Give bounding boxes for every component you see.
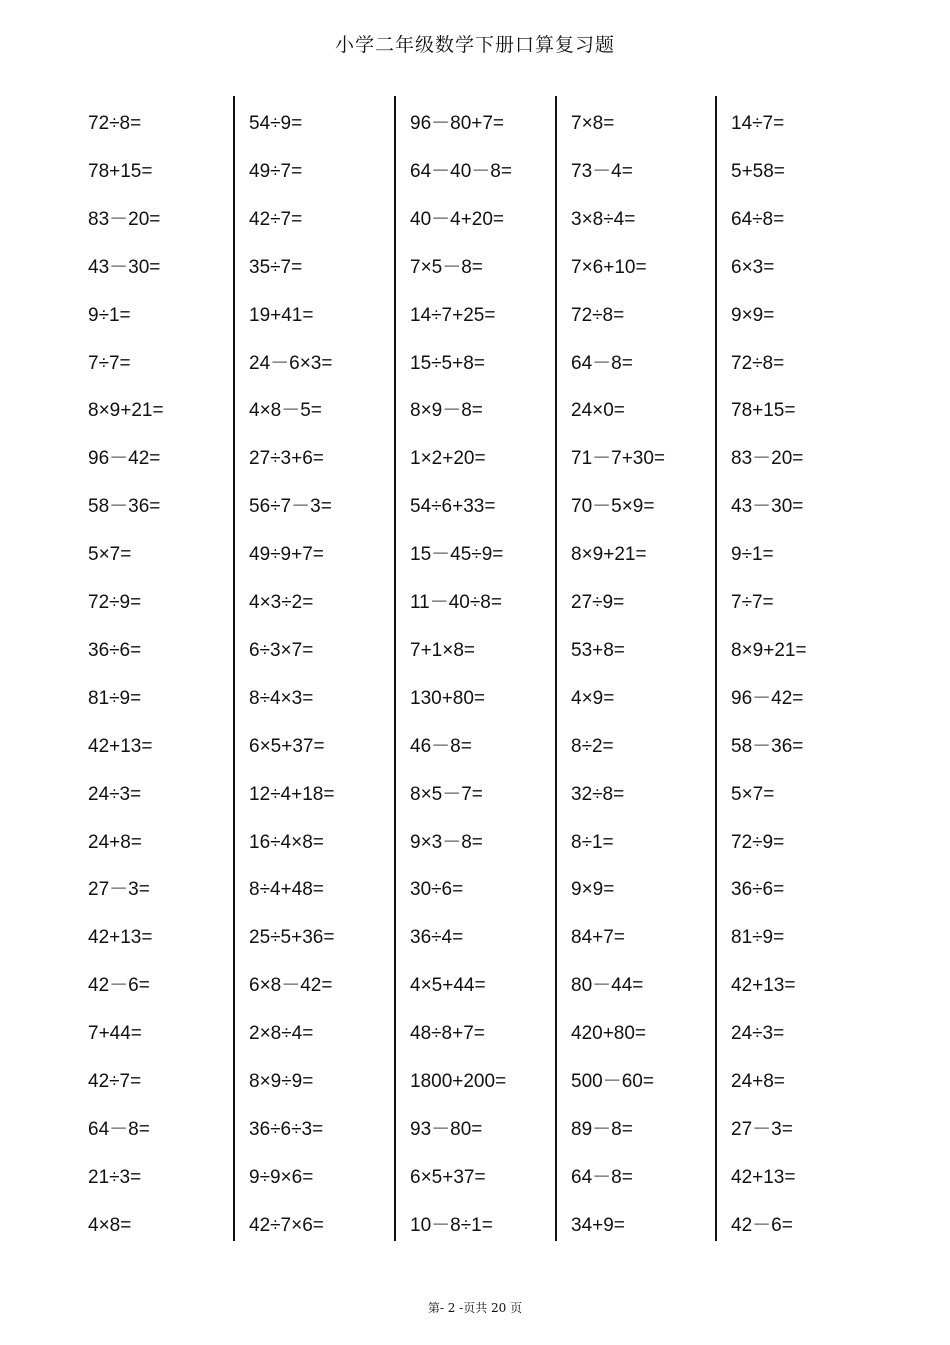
math-problem: 24×0= <box>571 400 625 422</box>
math-problem: 32÷8= <box>571 783 625 805</box>
math-problem: 27÷3+6= <box>249 448 324 470</box>
math-problem: 84+7= <box>571 927 625 949</box>
math-problem: 58－36= <box>88 496 161 518</box>
math-problem: 11－40÷8= <box>410 592 502 613</box>
problem-column-5 <box>715 96 878 1241</box>
math-problem: 9÷9×6= <box>249 1166 314 1188</box>
problem-column-3 <box>394 96 554 1241</box>
math-problem: 64－40－8= <box>410 160 512 182</box>
math-problem: 81÷9= <box>731 927 785 949</box>
math-problem: 46－8= <box>410 735 472 757</box>
math-problem: 420+80= <box>571 1023 647 1045</box>
math-problem: 70－5×9= <box>571 496 655 518</box>
page-title: 小学二年级数学下册口算复习题 <box>334 34 615 56</box>
math-problem: 8×9+21= <box>571 544 647 566</box>
math-problem: 83－20= <box>731 448 804 470</box>
math-problem: 5+58= <box>731 160 785 182</box>
math-problem: 9÷1= <box>731 544 774 566</box>
math-problem: 7×8= <box>571 113 615 134</box>
math-problem: 8÷2= <box>571 735 614 757</box>
math-problem: 35÷7= <box>249 256 303 278</box>
math-problem: 42+13= <box>88 735 153 757</box>
math-problem: 9×3－8= <box>410 831 483 853</box>
math-problem: 56÷7－3= <box>249 496 332 518</box>
math-problem: 5×7= <box>88 544 132 566</box>
math-problem: 72÷8= <box>88 113 142 134</box>
math-problem: 8×9+21= <box>731 639 807 661</box>
problem-grid <box>72 96 878 1241</box>
page-footer: 第- 2 -页共 20 页 <box>427 1301 523 1315</box>
math-problem: 72÷9= <box>731 831 785 853</box>
math-problem: 6×5+37= <box>249 735 325 757</box>
math-problem: 24+8= <box>731 1071 785 1092</box>
math-problem: 15÷5+8= <box>410 352 485 374</box>
math-problem: 2×8÷4= <box>249 1023 314 1045</box>
math-problem: 96－42= <box>731 687 804 709</box>
math-problem: 72÷9= <box>88 592 142 613</box>
math-problem: 4×8= <box>88 1214 132 1236</box>
math-problem: 9×9= <box>571 879 615 901</box>
math-problem: 53+8= <box>571 639 625 661</box>
math-problem: 64－8= <box>88 1118 150 1140</box>
math-problem: 71－7+30= <box>571 448 666 470</box>
math-problem: 36÷4= <box>410 927 464 949</box>
math-problem: 64－8= <box>571 352 633 374</box>
math-problem: 34+9= <box>571 1214 625 1236</box>
math-problem: 72÷8= <box>731 352 785 374</box>
math-problem: 9÷1= <box>88 304 131 326</box>
math-problem: 1×2+20= <box>410 448 486 470</box>
math-problem: 8×9+21= <box>88 400 164 422</box>
math-problem: 78+15= <box>88 160 153 182</box>
math-problem: 40－4+20= <box>410 208 505 230</box>
math-problem: 54÷9= <box>249 113 303 134</box>
math-problem: 19+41= <box>249 304 314 326</box>
math-problem: 14÷7= <box>731 113 785 134</box>
math-problem: 8÷4×3= <box>249 687 314 709</box>
math-problem: 4×9= <box>571 687 615 709</box>
math-problem: 7+1×8= <box>410 639 475 661</box>
math-problem: 42+13= <box>88 927 153 949</box>
math-problem: 43－30= <box>88 256 161 278</box>
math-problem: 42÷7×6= <box>249 1214 324 1236</box>
math-problem: 93－80= <box>410 1118 483 1140</box>
math-problem: 27－3= <box>731 1118 793 1140</box>
problem-column-1 <box>72 96 232 1241</box>
math-problem: 43－30= <box>731 496 804 518</box>
math-problem: 89－8= <box>571 1118 633 1140</box>
math-problem: 42－6= <box>731 1214 793 1236</box>
math-problem: 130+80= <box>410 687 486 709</box>
math-problem: 83－20= <box>88 208 161 230</box>
math-problem: 5×7= <box>731 783 775 805</box>
math-problem: 24－6×3= <box>249 352 333 374</box>
math-problem: 15－45÷9= <box>410 544 504 566</box>
math-problem: 4×3÷2= <box>249 592 314 613</box>
math-problem: 36÷6= <box>731 879 785 901</box>
math-problem: 4×5+44= <box>410 975 486 997</box>
math-problem: 6÷3×7= <box>249 639 314 661</box>
math-problem: 4×8－5= <box>249 400 322 422</box>
math-problem: 42－6= <box>88 975 150 997</box>
math-problem: 8×9÷9= <box>249 1071 314 1092</box>
math-problem: 30÷6= <box>410 879 464 901</box>
math-problem: 36÷6÷3= <box>249 1118 324 1140</box>
math-problem: 73－4= <box>571 160 633 182</box>
math-problem: 6×3= <box>731 256 775 278</box>
math-problem: 7×5－8= <box>410 256 483 278</box>
math-problem: 42+13= <box>731 975 796 997</box>
math-problem: 27－3= <box>88 879 150 901</box>
math-problem: 80－44= <box>571 975 644 997</box>
math-problem: 6×8－42= <box>249 975 333 997</box>
math-problem: 1800+200= <box>410 1071 507 1092</box>
math-problem: 78+15= <box>731 400 796 422</box>
math-problem: 7+44= <box>88 1023 142 1045</box>
math-problem: 16÷4×8= <box>249 831 324 853</box>
math-problem: 49÷9+7= <box>249 544 324 566</box>
math-problem: 72÷8= <box>571 304 625 326</box>
problem-column-4 <box>555 96 715 1241</box>
math-problem: 81÷9= <box>88 687 142 709</box>
math-problem: 8×5－7= <box>410 783 483 805</box>
math-problem: 14÷7+25= <box>410 304 496 326</box>
math-problem: 96－80+7= <box>410 113 505 134</box>
math-problem: 8×9－8= <box>410 400 483 422</box>
math-problem: 8÷4+48= <box>249 879 324 901</box>
math-problem: 25÷5+36= <box>249 927 335 949</box>
math-problem: 42+13= <box>731 1166 796 1188</box>
math-problem: 36÷6= <box>88 639 142 661</box>
math-problem: 27÷9= <box>571 592 625 613</box>
math-problem: 96－42= <box>88 448 161 470</box>
math-problem: 42÷7= <box>249 208 303 230</box>
problem-column-2 <box>233 96 393 1241</box>
math-problem: 48÷8+7= <box>410 1023 485 1045</box>
math-problem: 10－8÷1= <box>410 1214 493 1236</box>
math-problem: 7×6+10= <box>571 256 647 278</box>
math-problem: 54÷6+33= <box>410 496 496 518</box>
math-problem: 3×8÷4= <box>571 208 636 230</box>
math-problem: 58－36= <box>731 735 804 757</box>
math-problem: 21÷3= <box>88 1166 142 1188</box>
math-problem: 24÷3= <box>731 1023 785 1045</box>
math-problem: 500－60= <box>571 1071 654 1092</box>
math-problem: 6×5+37= <box>410 1166 486 1188</box>
math-problem: 49÷7= <box>249 160 303 182</box>
math-problem: 12÷4+18= <box>249 783 335 805</box>
math-problem: 64－8= <box>571 1166 633 1188</box>
math-problem: 42÷7= <box>88 1071 142 1092</box>
math-problem: 9×9= <box>731 304 775 326</box>
math-problem: 8÷1= <box>571 831 614 853</box>
math-problem: 24+8= <box>88 831 142 853</box>
math-problem: 24÷3= <box>88 783 142 805</box>
math-problem: 64÷8= <box>731 208 785 230</box>
math-problem: 7÷7= <box>731 592 774 613</box>
math-problem: 7÷7= <box>88 352 131 374</box>
